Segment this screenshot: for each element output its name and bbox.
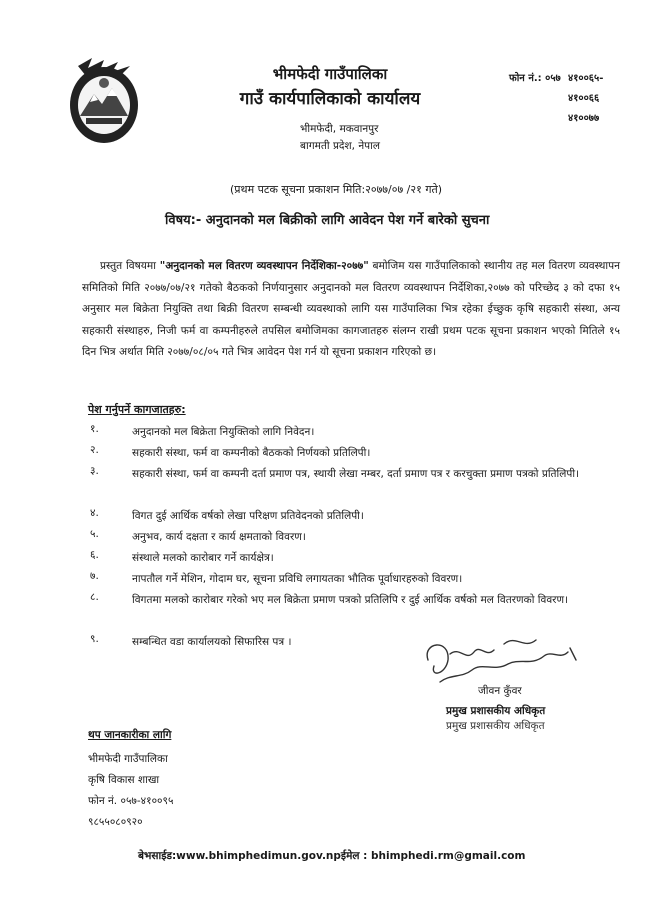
- item-number: ८.: [90, 591, 99, 603]
- notice-body: [82, 256, 620, 364]
- contact-mobile: ९८५५०८०९२०: [88, 816, 143, 828]
- item-number: २.: [90, 444, 99, 456]
- signatory-name: जीवन कुँवर: [478, 685, 522, 697]
- footer-email[interactable]: ईमेल : bhimphedi.rm@gmail.com: [340, 850, 526, 862]
- item-number: ९.: [90, 633, 99, 645]
- contact-heading: थप जानकारीका लागि: [88, 729, 172, 741]
- office-name: गाउँ कार्यपालिकाको कार्यालय: [239, 89, 421, 109]
- contact-org: भीमफेदी गाउँपालिका: [88, 753, 168, 765]
- address-line-2: बागमती प्रदेश, नेपाल: [300, 140, 380, 152]
- item-number: ३.: [90, 465, 99, 477]
- body-text: बमोजिम यस गाउँपालिकाको स्थानीय तह मल वितरण व्यवस्थापन समितिको मिति २०७७/०७/२१ गतेको बैठकको निर्णयानुसार अनुदानको मल वितरण व्यवस्थापन निर्देशिका,२०७७ को परिच्छेद ३ को दफा १५ अनुसार मल बिक्रेता नियुक्ति तथा बिक्री वितरण सम्बन्धी व्यवस्थाको लागि यस गाउँपालिका भित्र रहेका ईच्छुक कृषि सहकारी संस्था, अन्य सहकारी संस्थाहरु, निजी फर्म वा कम्पनीहरुले तपसिल बमोजिमका कागजातहरु संलग्न राखी प्रथम पटक सूचना प्रकाशन भएको मितिले १५ दिन भित्र अर्थात मिति २०७७/०८/०५ गते भित्र आवेदन पेश गर्न यो सूचना प्रकाशन गरिएको छ।: [82, 260, 620, 358]
- item-number: ६.: [90, 549, 99, 561]
- item-text: संस्थाले मलको कारोबार गर्ने कार्यक्षेत्र।: [132, 552, 274, 564]
- notice-subject: विषय:- अनुदानको मल बिक्रीको लागि आवेदन पेश गर्ने बारेको सुचना: [165, 213, 490, 228]
- contact-branch: कृषि विकास शाखा: [88, 774, 160, 786]
- signatory-stamp: प्रमुख प्रशासकीय अधिकृत: [446, 720, 545, 732]
- notice-publish-date: (प्रथम पटक सूचना प्रकाशन मिति:२०७७/०७ /२१ गते): [230, 183, 443, 196]
- item-number: ५.: [90, 528, 99, 540]
- phone-number: ४१००७७: [568, 113, 600, 124]
- phone-number: ४१००६६: [568, 93, 600, 104]
- signatory-title: प्रमुख प्रशासकीय अधिकृत: [446, 705, 546, 717]
- item-number: ७.: [90, 570, 99, 582]
- phone-number: ४१००६५-: [568, 73, 604, 84]
- item-number: ४.: [90, 507, 99, 519]
- footer-contact: [138, 849, 525, 863]
- guideline-name: "अनुदानको मल वितरण व्यवस्थापन निर्देशिका-२०७७": [159, 260, 369, 272]
- item-text: अनुदानको मल बिक्रेता नियुक्तिको लागि निवेदन।: [132, 426, 315, 438]
- municipality-emblem-icon: [66, 58, 142, 146]
- handwritten-signature: [420, 630, 590, 692]
- phone-label: फोन नं.: ०५७: [509, 73, 561, 84]
- item-number: १.: [90, 423, 99, 435]
- address-line-1: भीमफेदी, मकवानपुर: [300, 123, 379, 135]
- item-text: सम्बन्धित वडा कार्यालयको सिफारिस पत्र ।: [132, 636, 292, 648]
- item-text: सहकारी संस्था, फर्म वा कम्पनी दर्ता प्रमाण पत्र, स्थायी लेखा नम्बर, दर्ता प्रमाण पत्र र करचुक्ता प्रमाण पत्रको प्रतिलिपी।: [132, 468, 580, 480]
- item-text: विगत दुई आर्थिक वर्षको लेखा परिक्षण प्रतिवेदनको प्रतिलिपी।: [132, 510, 364, 522]
- org-name: भीमफेदी गाउँपालिका: [272, 65, 388, 83]
- documents-heading: पेश गर्नुपर्ने कागजातहरु:: [88, 403, 186, 416]
- contact-phone: फोन नं. ०५७-४१००९५: [88, 795, 174, 807]
- footer-website[interactable]: बेभसाईड:www.bhimphedimun.gov.np: [138, 850, 341, 862]
- item-text: नापतौल गर्ने मेशिन, गोदाम घर, सूचना प्रविधि लगायतका भौतिक पूर्वाधारहरुको विवरण।: [132, 573, 463, 585]
- item-text: अनुभव, कार्य दक्षता र कार्य क्षमताको विवरण।: [132, 531, 306, 543]
- item-text: विगतमा मलको कारोबार गरेको भए मल बिक्रेता प्रमाण पत्रको प्रतिलिपि र दुई आर्थिक वर्षको मल वितरणको विवरण।: [132, 594, 569, 606]
- body-intro: प्रस्तुत विषयमा: [100, 260, 160, 272]
- item-text: सहकारी संस्था, फर्म वा कम्पनीको बैठकको निर्णयको प्रतिलिपी।: [132, 447, 371, 459]
